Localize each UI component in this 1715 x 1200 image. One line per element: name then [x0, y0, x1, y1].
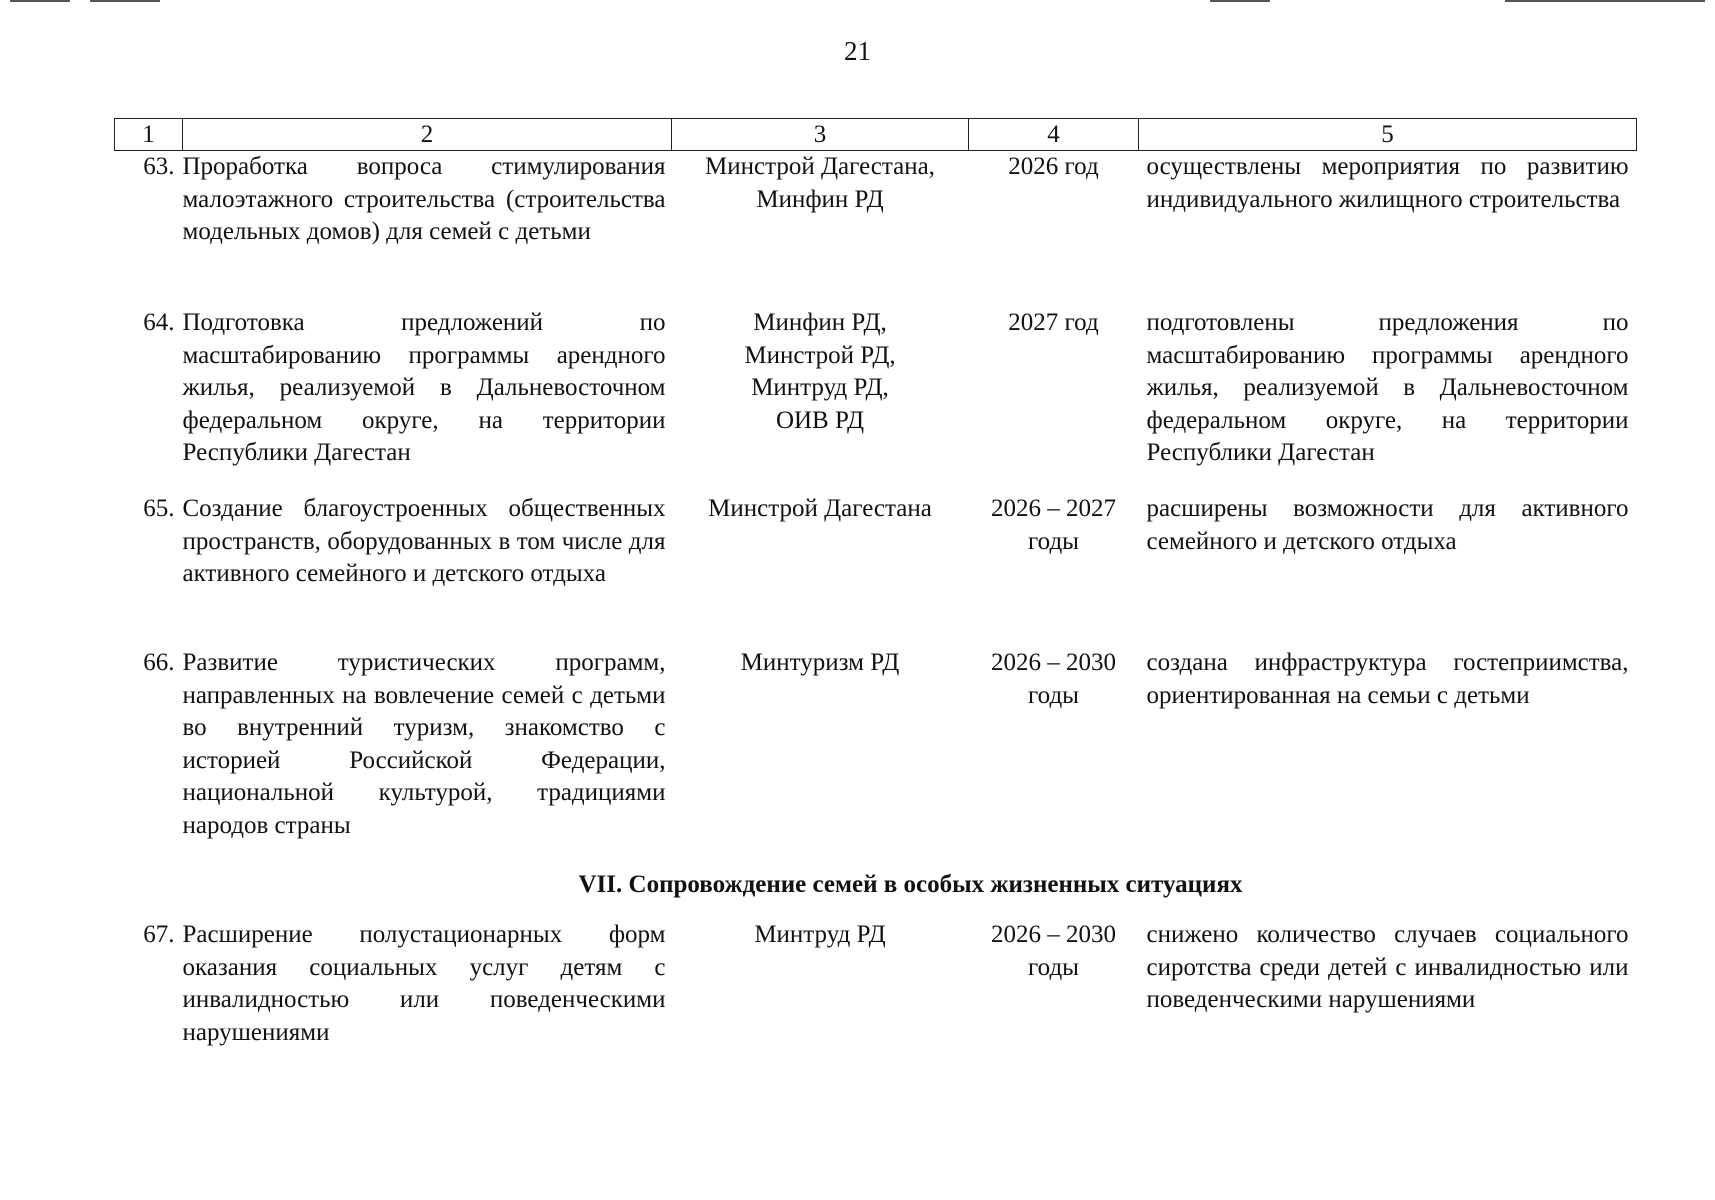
table-row [115, 647, 1637, 869]
row-number: 66. [143, 649, 175, 676]
row-task: Расширение полустационарных форм оказания социальных услуг детям с инвалидностью или поведенческими нарушениями [182, 921, 666, 1046]
row-executor [672, 647, 969, 869]
row-executor [672, 919, 969, 1049]
row-number: 63. [143, 153, 175, 180]
row-term: 2026 год [1008, 153, 1099, 180]
row-executor-text: Минтуризм РД [740, 649, 900, 676]
row-executor-text: Минтруд РД [754, 921, 886, 948]
page-number: 21 [844, 36, 871, 66]
row-term: 2026 – 2027 годы [991, 495, 1116, 555]
row-number: 65. [143, 495, 175, 522]
table-row [115, 151, 1637, 308]
row-executor-text: Минфин РД, Минстрой РД, Минтруд РД, ОИВ РД [744, 309, 896, 434]
row-task: Подготовка предложений по масштабированию программы арендного жилья, реализуемой в Дальневосточном федеральном округе, на территории Республики Дагестан [182, 309, 666, 466]
column-header-executor: 3 [672, 119, 969, 151]
row-result: создана инфраструктура гостеприимства, ориентированная на семьи с детьми [1146, 649, 1629, 709]
section-heading-row [115, 869, 1637, 919]
row-term: 2026 – 2030 годы [991, 649, 1116, 709]
row-number: 67. [143, 921, 175, 948]
column-header-number: 1 [115, 119, 183, 151]
section-title: VII. Сопровождение семей в особых жизненных ситуациях [578, 871, 1243, 898]
row-term: 2027 год [1008, 309, 1099, 336]
row-executor [672, 151, 969, 308]
row-result: снижено количество случаев социального сиротства среди детей с инвалидностью или поведенческими нарушениями [1146, 921, 1629, 1013]
column-header-term: 4 [969, 119, 1139, 151]
scan-edge-line-right-2 [1505, 0, 1705, 2]
row-task: Развитие туристических программ, направленных на вовлечение семей с детьми во внутренний туризм, знакомство с историей Российской Федерации, национальной культурой, традициями народов страны [182, 649, 666, 839]
table-row [115, 493, 1637, 647]
row-executor-text: Минстрой Дагестана, Минфин РД [705, 153, 935, 213]
row-result: расширены возможности для активного семейного и детского отдыха [1146, 495, 1629, 555]
row-result: осуществлены мероприятия по развитию индивидуального жилищного строительства [1146, 153, 1629, 213]
scan-edge-line-left-2 [90, 0, 160, 2]
row-number: 64. [143, 309, 175, 336]
row-task: Создание благоустроенных общественных пространств, оборудованных в том числе для активного семейного и детского отдыха [182, 495, 666, 587]
table-row [115, 919, 1637, 1049]
row-executor [672, 493, 969, 647]
row-term: 2026 – 2030 годы [991, 921, 1116, 981]
column-header-result: 5 [1139, 119, 1637, 151]
row-executor [672, 307, 969, 493]
row-executor-text: Минстрой Дагестана [708, 495, 932, 522]
scan-edge-line-right [1210, 0, 1270, 2]
row-task: Проработка вопроса стимулирования малоэтажного строительства (строительства модельных домов) для семей с детьми [182, 153, 666, 245]
table-header-row [115, 119, 1637, 151]
table-row [115, 307, 1637, 493]
column-header-task: 2 [183, 119, 672, 151]
action-plan-table [114, 118, 1637, 1049]
row-result: подготовлены предложения по масштабированию программы арендного жилья, реализуемой в Дальневосточном федеральном округе, на территории Республики Дагестан [1146, 309, 1629, 466]
scan-edge-line-left [10, 0, 70, 2]
